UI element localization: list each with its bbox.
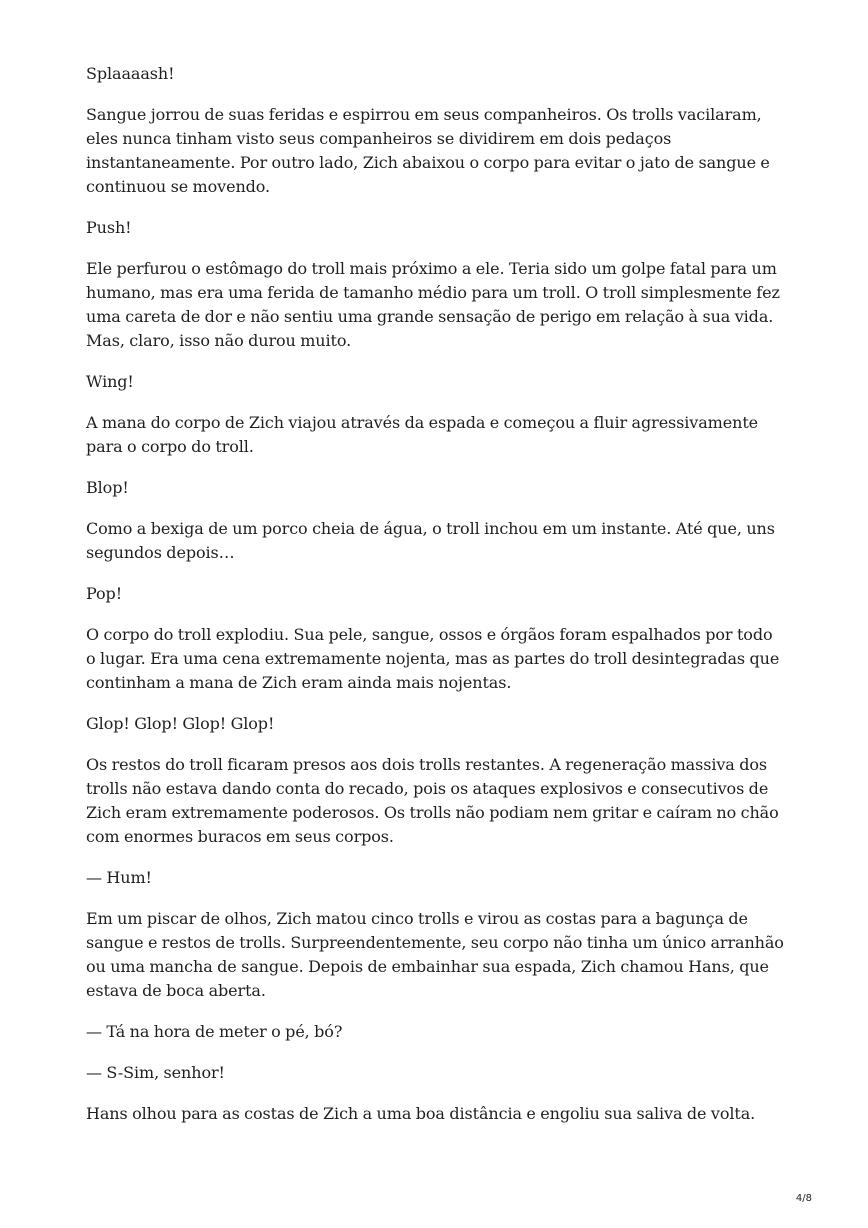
paragraph: — Tá na hora de meter o pé, bó? <box>86 1022 343 1041</box>
paragraph: — S-Sim, senhor! <box>86 1063 225 1082</box>
document-body <box>86 62 786 1143</box>
paragraph: Pop! <box>86 584 123 603</box>
page-number: 4/8 <box>795 1193 812 1204</box>
paragraph: Splaaaash! <box>86 64 175 83</box>
paragraph: Como a bexiga de um porco cheia de água, o troll inchou em um instante. Até que, uns segundos depois… <box>86 519 775 562</box>
paragraph: Hans olhou para as costas de Zich a uma boa distância e engoliu sua saliva de volta. <box>86 1104 756 1123</box>
paragraph: Blop! <box>86 478 129 497</box>
paragraph: Sangue jorrou de suas feridas e espirrou em seus companheiros. Os trolls vacilaram, eles nunca tinham visto seus companheiros se dividirem em dois pedaços instantaneamente. Por outro lado, Zich abaixou o corpo para evitar o jato de sangue e continuou se movendo. <box>86 105 770 196</box>
paragraph: Glop! Glop! Glop! Glop! <box>86 714 275 733</box>
paragraph: A mana do corpo de Zich viajou através da espada e começou a fluir agressivamente para o corpo do troll. <box>86 413 759 456</box>
paragraph: Em um piscar de olhos, Zich matou cinco trolls e virou as costas para a bagunça de sangue e restos de trolls. Surpreendentemente, seu corpo não tinha um único arranhão ou uma mancha de sangue. Depois de embainhar sua espada, Zich chamou Hans, que estava de boca aberta. <box>86 909 784 1000</box>
paragraph: — Hum! <box>86 868 152 887</box>
paragraph: O corpo do troll explodiu. Sua pele, sangue, ossos e órgãos foram espalhados por todo o lugar. Era uma cena extremamente nojenta, mas as partes do troll desintegradas que continham a mana de Zich eram ainda mais nojentas. <box>86 625 780 692</box>
paragraph: Os restos do troll ficaram presos aos dois trolls restantes. A regeneração massiva dos trolls não estava dando conta do recado, pois os ataques explosivos e consecutivos de Zich eram extremamente poderosos. Os trolls não podiam nem gritar e caíram no chão com enormes buracos em seus corpos. <box>86 755 779 846</box>
paragraph: Push! <box>86 218 132 237</box>
paragraph: Ele perfurou o estômago do troll mais próximo a ele. Teria sido um golpe fatal para um humano, mas era uma ferida de tamanho médio para um troll. O troll simplesmente fez uma careta de dor e não sentiu uma grande sensação de perigo em relação à sua vida. Mas, claro, isso não durou muito. <box>86 259 780 350</box>
paragraph: Wing! <box>86 372 134 391</box>
